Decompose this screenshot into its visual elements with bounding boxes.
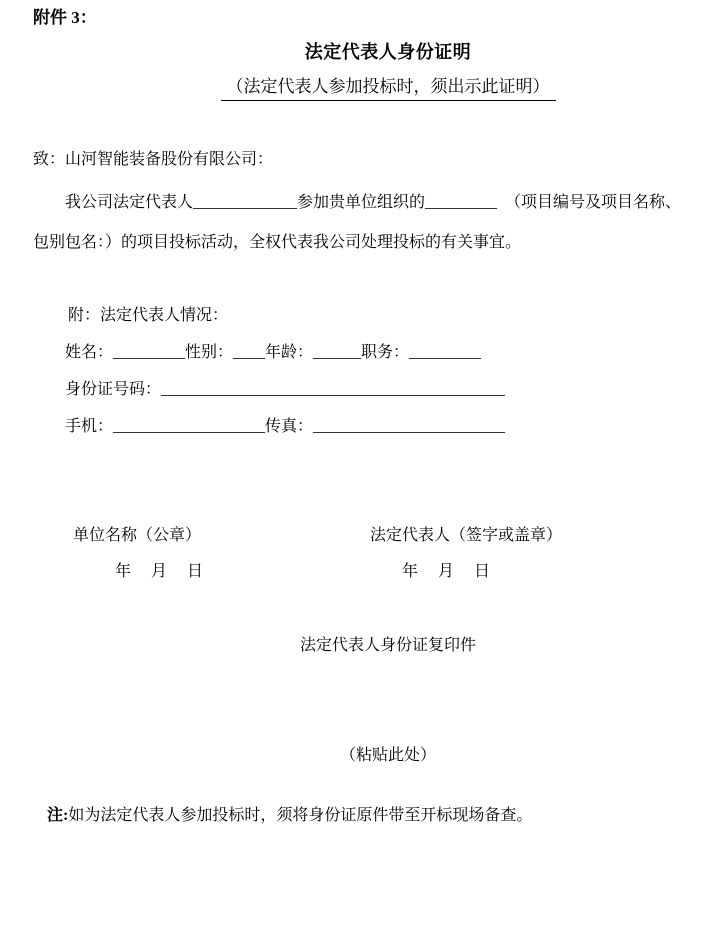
footnote-label: 注:	[47, 807, 69, 824]
body-paragraph-line-2: 包别包名：）的项目投标活动，全权代表我公司处理投标的有关事宜。	[33, 234, 522, 251]
paste-here-placeholder: （粘贴此处）	[339, 747, 436, 764]
document-subtitle	[56, 77, 720, 101]
rep-name-sex-age-title-blanks: 姓名：_________性别：____年龄：______职务：_________	[65, 344, 482, 361]
rep-info-heading: 附：法定代表人情况：	[68, 307, 229, 324]
salutation-line: 致：山河智能装备股份有限公司：	[33, 151, 274, 168]
document-subtitle-text: （法定代表人参加投标时，须出示此证明）	[221, 77, 556, 101]
body-paragraph-line-1: 我公司法定代表人_____________参加贵单位组织的_________ （项目编号及项目名称、	[65, 194, 682, 211]
attachment-label: 附件 3：	[33, 8, 97, 27]
rep-mobile-fax-blanks: 手机：___________________传真：________________________	[65, 418, 506, 435]
date-blank-right: 年 月 日	[402, 563, 491, 580]
footnote-line	[47, 806, 532, 826]
footnote-text: 如为法定代表人参加投标时，须将身份证原件带至开标现场备查。	[68, 807, 533, 824]
rep-id-number-blank: 身份证号码：___________________________________________	[65, 381, 506, 398]
date-blank-left: 年 月 日	[115, 563, 204, 580]
document-title: 法定代表人身份证明	[304, 42, 472, 62]
rep-signature-label: 法定代表人（签字或盖章）	[370, 527, 563, 544]
id-copy-section-title: 法定代表人身份证复印件	[299, 637, 476, 654]
company-seal-label: 单位名称（公章）	[73, 527, 202, 544]
